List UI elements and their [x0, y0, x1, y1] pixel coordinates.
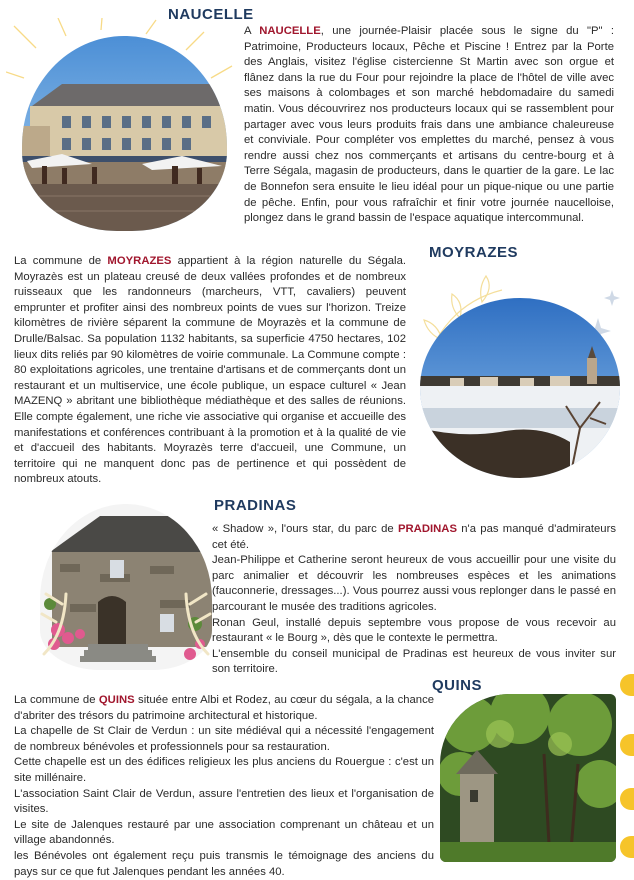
moyrazes-title: MOYRAZES: [429, 244, 519, 261]
naucelle-highlight: NAUCELLE: [259, 25, 321, 37]
quins-photo: [440, 694, 620, 864]
quins-highlight: QUINS: [98, 694, 135, 706]
pradinas-photo: [40, 504, 212, 676]
quins-title: QUINS: [432, 677, 483, 694]
naucelle-title: NAUCELLE: [168, 6, 254, 23]
page-tab-marker: [620, 734, 634, 756]
page-tab-marker: [620, 836, 634, 858]
page-tab-marker: [620, 788, 634, 810]
pradinas-title: PRADINAS: [214, 497, 297, 514]
naucelle-photo: [6, 18, 236, 233]
moyrazes-text: La commune de MOYRAZES appartient à la région naturelle du Ségala. Moyrazès est un plateau creusé de deux vallées profondes et de nombreux ruisseaux que les randonneurs (marcheurs, VTT, cavaliers) peuvent emprunter et profiter ainsi des nombreux points de vues sur l'horizon. Treize kilomètres de rivière séparent la commune de Moyrazès et la commune de Drulle/Balsac. Sa population 1132 habitants, sa superficie 4750 hectares, 102 lieux dits reliés par 90 kilomètres de voirie communale. La Commune compte : 80 exploitations agricoles, une trentaine d'artisans et de commerçants dont un restaurant et un multiservice, une école publique, un espace culturel « Jean MAZENQ » abritant une bibliothèque médiathèque et des salles de réunions. Elle compte également, une riche vie associative qui organise et accueille des manifestations et conférences contribuant à la promotion et à la qualité de vie et d'accueil des habitants. Moyrazès terre d'accueil, une Commune, un territoire qui ne manquent donc pas de pertinence et qui possèdent de nombreux atouts.: [14, 255, 406, 486]
moyrazes-photo: [412, 270, 626, 484]
quins-text: La commune de QUINS située entre Albi et Rodez, au cœur du ségala, a la chance d'abriter des trésors du patrimoine architectural et historique. La chapelle de St Clair de Verdun : un site médiéval qui a nécessité l'engagement de nombreux bénévoles et professionnels pour sa restauration. Cette chapelle est un des édifices religieux les plus anciens du Rouergue : c'est un site millénaire. L'association Saint Clair de Verdun, assure l'entretien des lieux et l'organisation de visites. Le site de Jalenques restauré par une association comprenant un château et un village abandonnés. les Bénévoles ont également reçu puis transmis le témoignage des anciens du pays sur ce que fut Jalenques pendant les années 40.: [14, 694, 435, 878]
antler-decoration: [40, 504, 212, 676]
pradinas-highlight: PRADINAS: [397, 523, 457, 535]
pradinas-text: « Shadow », l'ours star, du parc de PRADINAS n'a pas manqué d'admirateurs cet été. Jean-Philippe et Catherine seront heureux de vous accueillir pour une visite du parc animalier et découvrir les nombreuses espèces et les animations (fauconnerie, dressages...). Vous pourrez aussi vous replonger dans le passé en parcourant le musée des traditions agricoles. Ronan Geul, installé depuis septembre vous propose de vous recevoir au restaurant « le Bourg », dès que le contexte le permettra. L'ensemble du conseil municipal de Pradinas est heureux de vous inviter sur son territoire.: [212, 523, 617, 676]
naucelle-text: A NAUCELLE, une journée-Plaisir placée sous le signe du "P" : Patrimoine, Producteurs locaux, Pêche et Piscine ! Entrez par la Porte des Anglais, visitez l'église cistercienne St Martin avec son orgue et flânez dans la rue du Four pour rejoindre la place de l'hôtel de ville avec ses maisons à colombages et son marché hebdomadaire du samedi matin. Vous découvrirez nos producteurs locaux qui se rassemblent pour partager avec vous leurs produits frais dans une ambiance chaleureuse et conviviale. Pour compléter vos emplettes du marché, pensez à vous rendre aussi chez nos commerçants et artisans du centre-bourg et à Terre Ségala, magasin de producteurs, dans le quartier de la gare. Le lac de Bonnefon sera ensuite le lieu idéal pour un pique-nique ou une partie de pêche. Enfin, pour vous rafraîchir et finir votre journée naucelloise, plongez dans le grand bassin de l'espace aquatique intercommunal.: [244, 25, 614, 225]
moyrazes-highlight: MOYRAZES: [107, 255, 172, 267]
page-tab-marker: [620, 674, 634, 696]
